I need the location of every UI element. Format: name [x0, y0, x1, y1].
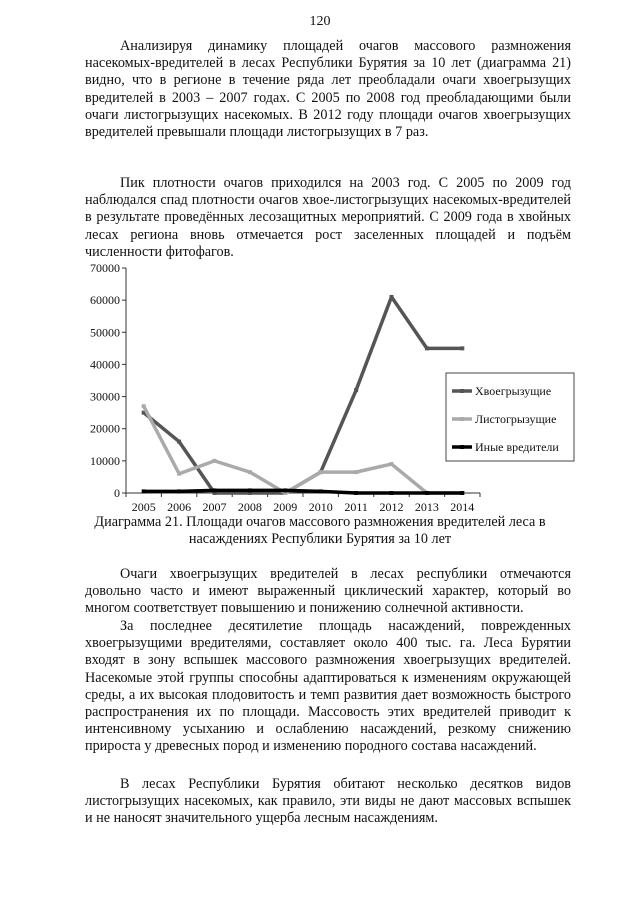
paragraph-1: Анализируя динамику площадей очагов массового размножения насекомых-вредителей в лесах Республики Бурятия за 10 лет (диаграмма 21) видно, что в регионе в течение ряда лет преобладали очаги хвоегрызущих вредителей в 2003 – 2007 годах. С 2005 по 2008 год преобладающими были очаги листогрызущих насекомых. В 2012 году площади очагов хвоегрызущих вредителей превышали площади листогрызущих в 7 раз.	[85, 38, 571, 141]
series-0-point-7	[390, 295, 394, 299]
page-number: 120	[309, 14, 331, 29]
series-2-point-6	[354, 491, 358, 495]
series-line-0	[144, 297, 463, 493]
paragraph-2: Пик плотности очагов приходился на 2003 год. С 2005 по 2009 год наблюдался спад плотности очагов хвое-листогрызущих насекомых-вредителей в результате проведённых лесозащитных мероприятий. С 2009 года в хвойных лесах региона вновь отмечается рост заселенных площадей и подъём численности фитофагов.	[85, 175, 571, 260]
y-tick-label-1: 10000	[90, 453, 120, 468]
x-tick-label-7: 2012	[379, 500, 404, 514]
x-tick-label-8: 2013	[414, 500, 439, 514]
x-tick-label-2: 2007	[202, 500, 227, 514]
series-0-point-6	[354, 388, 358, 392]
series-line-2	[144, 490, 463, 493]
series-0-point-8	[425, 346, 429, 350]
y-tick-label-5: 50000	[90, 325, 120, 340]
series-2-point-4	[283, 488, 287, 492]
paragraph-4: За последнее десятилетие площадь насаждений, поврежденных хвоегрызущими вредителями, составляет около 400 тыс. га. Леса Бурятии входят в зону вспышек массового размножения хвоегрызущих вредителей. Насекомые этой группы способны адаптироваться к изменениям окружающей среды, а их высокая плодовитость и темп развития дает возможность быстрого распространения их по площади. Массовость этих вредителей приводит к интенсивному усыханию и ослаблению насаждений, резкому снижению прироста у древесных пород и изменению породного состава насаждений.	[85, 618, 571, 755]
series-2-point-1	[177, 489, 181, 493]
series-2-point-0	[142, 489, 146, 493]
series-1-point-0	[142, 404, 146, 408]
series-2-point-8	[425, 491, 429, 495]
x-tick-label-4: 2009	[273, 500, 298, 514]
series-2-point-7	[390, 491, 394, 495]
y-tick-label-7: 70000	[90, 261, 120, 275]
series-line-1	[144, 406, 463, 493]
y-tick-label-6: 60000	[90, 293, 120, 308]
x-tick-label-0: 2005	[131, 500, 156, 514]
x-tick-label-1: 2006	[167, 500, 192, 514]
paragraph-5: В лесах Республики Бурятия обитают несколько десятков видов листогрызущих насекомых, как правило, эти виды не дают массовых вспышек и не наносят значительного ущерба лесным насаждениям.	[85, 776, 571, 827]
x-tick-label-3: 2008	[237, 500, 262, 514]
series-0-point-1	[177, 440, 181, 444]
figure-caption: Диаграмма 21. Площади очагов массового размножения вредителей леса в насаждениях Республики Бурятия за 10 лет	[94, 514, 546, 548]
series-1-point-2	[213, 459, 217, 463]
series-1-point-1	[177, 472, 181, 476]
y-tick-label-2: 20000	[90, 421, 120, 436]
series-2-point-5	[319, 489, 323, 493]
line-chart	[78, 258, 578, 518]
legend-label-0: Хвоегрызущие	[475, 384, 552, 398]
legend-marker-2	[460, 445, 464, 449]
y-tick-label-4: 40000	[90, 357, 120, 372]
series-1-point-6	[354, 470, 358, 474]
series-1-point-7	[390, 462, 394, 466]
x-tick-label-6: 2011	[344, 500, 368, 514]
x-tick-label-9: 2014	[450, 500, 475, 514]
legend-marker-1	[460, 417, 464, 421]
series-2-point-9	[460, 491, 464, 495]
series-1-point-5	[319, 470, 323, 474]
series-1-point-3	[248, 470, 252, 474]
legend-label-1: Листогрызущие	[475, 412, 557, 426]
paragraph-3: Очаги хвоегрызущих вредителей в лесах республики отмечаются довольно часто и имеют выраженный циклический характер, который во многом соответствует повышению и понижению солнечной активности.	[85, 566, 571, 617]
legend-label-2: Иные вредители	[475, 440, 559, 454]
series-2-point-2	[213, 488, 217, 492]
series-0-point-9	[460, 346, 464, 350]
y-tick-label-3: 30000	[90, 389, 120, 404]
y-tick-label-0: 0	[114, 486, 120, 500]
x-tick-label-5: 2010	[308, 500, 333, 514]
legend-marker-0	[460, 389, 464, 393]
series-2-point-3	[248, 488, 252, 492]
